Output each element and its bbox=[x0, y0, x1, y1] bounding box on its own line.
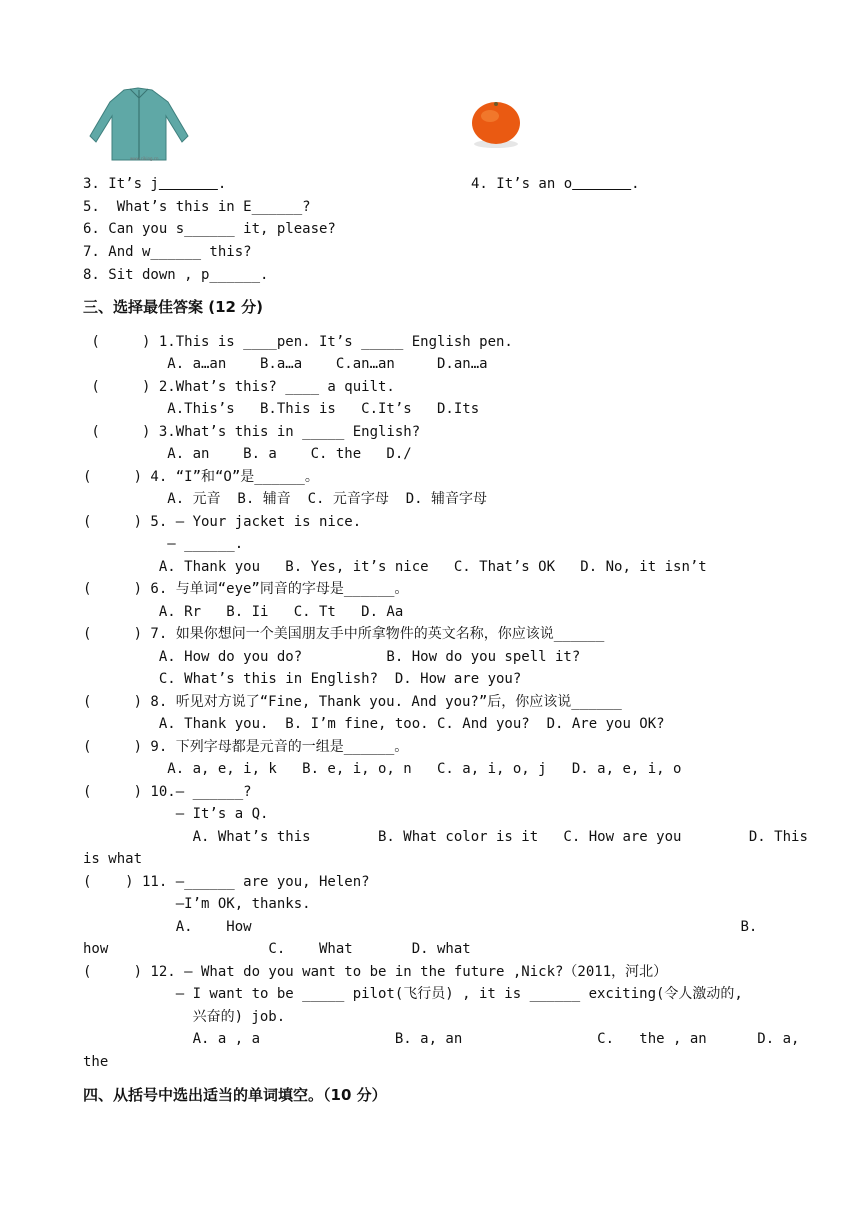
s3-line: — It’s a Q. bbox=[83, 806, 269, 822]
s3-line: A. an B. a C. the D./ bbox=[83, 446, 412, 462]
question-4: 4. It’s an o . bbox=[471, 176, 640, 192]
question-8: 8. Sit down , p______. bbox=[83, 267, 269, 283]
s3-line: the bbox=[83, 1054, 109, 1070]
section-4-heading: 四、从括号中选出适当的单词填空。（10 分） bbox=[83, 1086, 387, 1104]
answer-blank-3 bbox=[159, 176, 218, 192]
s3-line: ( ) 10.— ______? bbox=[83, 784, 252, 800]
section-3-heading: 三、选择最佳答案 (12 分) bbox=[83, 298, 264, 316]
s3-line: ( ) 6. 与单词“eye”同音的字母是______。 bbox=[83, 581, 409, 597]
s3-line: A.This’s B.This is C.It’s D.Its bbox=[83, 401, 480, 417]
question-6: 6. Can you s______ it, please? bbox=[83, 221, 336, 237]
s3-line: A. Thank you. B. I’m fine, too. C. And you? D. Are you OK? bbox=[83, 716, 665, 732]
orange-image bbox=[466, 96, 526, 150]
s3-line: ( ) 1.This is ____pen. It’s _____ English pen. bbox=[83, 334, 513, 350]
s3-line: A. Rr B. Ii C. Tt D. Aa bbox=[83, 604, 404, 620]
s3-line: ( ) 2.What’s this? ____ a quilt. bbox=[83, 379, 395, 395]
s3-line: A. 元音 B. 辅音 C. 元音字母 D. 辅音字母 bbox=[83, 491, 488, 507]
answer-blank-4 bbox=[572, 176, 631, 192]
jacket-caption: www.ciking.cn bbox=[130, 156, 159, 161]
s3-line: ( ) 4. “I”和“O”是______。 bbox=[83, 469, 319, 485]
s3-line: —I’m OK, thanks. bbox=[83, 896, 311, 912]
question-5: 5. What’s this in E______? bbox=[83, 199, 311, 215]
jacket-image bbox=[86, 86, 192, 164]
s3-line: — ______. bbox=[83, 536, 244, 552]
question-7: 7. And w______ this? bbox=[83, 244, 252, 260]
jacket-icon bbox=[86, 86, 192, 164]
question-3: 3. It’s j . bbox=[83, 176, 227, 192]
s3-line: A. How B. bbox=[83, 919, 758, 935]
s3-line: A. a, e, i, k B. e, i, o, n C. a, i, o, j D. a, e, i, o bbox=[83, 761, 682, 777]
s3-line: C. What’s this in English? D. How are you? bbox=[83, 671, 522, 687]
orange-icon bbox=[466, 96, 526, 150]
s3-line: A. a…an B.a…a C.an…an D.an…a bbox=[83, 356, 488, 372]
s3-line: ( ) 5. — Your jacket is nice. bbox=[83, 514, 362, 530]
s3-line: ( ) 11. —______ are you, Helen? bbox=[83, 874, 370, 890]
s3-line: ( ) 8. 听见对方说了“Fine, Thank you. And you?”后，你应该说______ bbox=[83, 694, 622, 710]
s3-line: ( ) 7. 如果你想问一个美国朋友手中所拿物件的英文名称，你应该说______ bbox=[83, 626, 605, 642]
s3-line: 兴奋的) job. bbox=[83, 1009, 286, 1025]
s3-line: A. What’s this B. What color is it C. How are you D. This bbox=[83, 829, 808, 845]
s3-line: A. Thank you B. Yes, it’s nice C. That’s OK D. No, it isn’t bbox=[83, 559, 707, 575]
s3-line: how C. What D. what bbox=[83, 941, 471, 957]
s3-line: ( ) 12. — What do you want to be in the future ,Nick?（2011，河北） bbox=[83, 964, 668, 980]
s3-line: ( ) 3.What’s this in _____ English? bbox=[83, 424, 421, 440]
s3-line: — I want to be _____ pilot(飞行员) , it is ______ exciting(令人激动的, bbox=[83, 986, 743, 1002]
s3-line: ( ) 9. 下列字母都是元音的一组是______。 bbox=[83, 739, 409, 755]
s3-line: is what bbox=[83, 851, 143, 867]
s3-line: A. a , a B. a, an C. the , an D. a, bbox=[83, 1031, 800, 1047]
s3-line: A. How do you do? B. How do you spell it? bbox=[83, 649, 581, 665]
